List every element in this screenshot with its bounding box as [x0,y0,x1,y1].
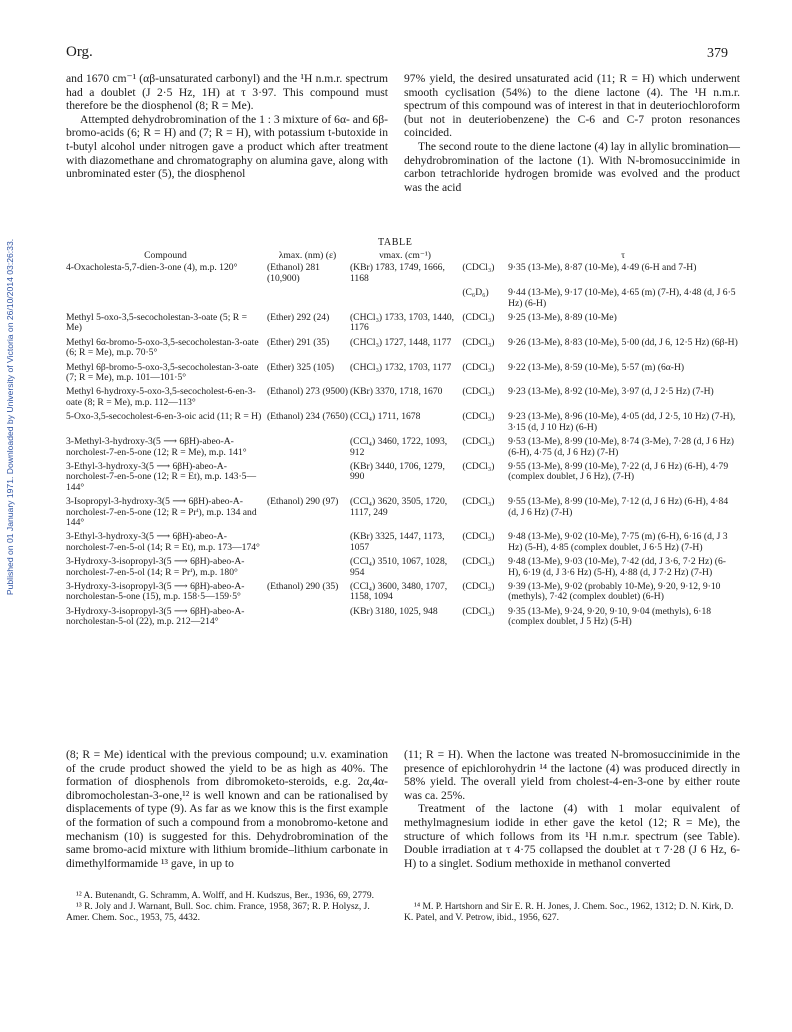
footnotes-left [66,891,388,923]
footnote: ¹² A. Butenandt, G. Schramm, A. Wolff, and H. Kudszus, Ber., 1936, 69, 2779. [76,891,375,901]
cell-nmr-solvent: (CDCl₃) [462,496,495,508]
cell-nmr-tau: 9·23 (13-Me), 8·92 (10-Me), 3·97 (d, J 2·5 Hz) (7-H) [508,386,714,398]
cell-ir-bands: (KBr) 3325, 1447, 1173, 1057 [349,531,445,553]
cell-nmr-tau: 9·23 (13-Me), 8·96 (10-Me), 4·05 (dd, J 2·5, 10 Hz) (7-H), 3·15 (d, J 10 Hz) (6-H) [508,411,736,433]
paragraph: 97% yield, the desired unsaturated acid (11; R = H) which underwent smooth cyclisation (54%) to the diene lactone (4). The ¹H n.m.r. spectrum of this compound was of interest in that in deuteriochloroform (but not in deuteriobenzene) the C-6 and C-7 proton resonances coincided. [404,72,740,140]
table-row [66,582,740,607]
table-row [66,387,740,412]
cell-uv-absorption: (Ethanol) 273 (9500) [266,386,348,398]
cell-nmr-solvent: (CDCl₃) [462,312,495,324]
bottom-left-column [66,748,388,870]
cell-uv-absorption: (Ether) 291 (35) [266,336,330,348]
cell-nmr-solvent: (CDCl₃) [462,460,495,472]
cell-ir-bands: (CCl₄) 1711, 1678 [349,411,421,423]
cell-uv-absorption: (Ether) 325 (105) [266,361,335,373]
footnotes-right [404,902,740,924]
column-header-nmr: τ [621,250,625,261]
cell-uv-absorption [267,437,350,462]
table-row [66,288,740,313]
table-row [66,363,740,388]
cell-compound: 5-Oxo-3,5-secocholest-6-en-3-oic acid (11; R = H) [66,411,262,423]
cell-ir-bands: (CCl₄) 3600, 3480, 1707, 1158, 1094 [349,580,448,603]
paragraph: (11; R = H). When the lactone was treated N-bromosuccinimide in the presence of epichlorohydrin ¹⁴ the lactone (4) was produced directly in 58% yield. The overall yield from cholest-4-en-3-one by either route was ca. 25%. [404,748,740,802]
cell-nmr-tau: 9·53 (13-Me), 8·99 (10-Me), 8·74 (3-Me), 7·28 (d, J 6 Hz) (6-H), 4·75 (d, J 6 Hz) (7-H) [508,436,734,458]
column-header-ir: νmax. (cm⁻¹) [379,250,431,261]
table-row [66,263,740,288]
cell-nmr-solvent: (CDCl₃) [462,262,495,274]
cell-ir-bands: (CHCl₃) 1733, 1703, 1440, 1176 [349,312,455,334]
cell-ir-bands: (KBr) 3440, 1706, 1279, 990 [349,460,445,483]
table-row [66,607,740,632]
cell-nmr-solvent: (CDCl₃) [462,605,495,617]
cell-ir-bands [350,288,462,313]
cell-nmr-tau: 9·55 (13-Me), 8·99 (10-Me), 7·22 (d, J 6 Hz) (6-H), 4·79 (complex doublet, J 6 Hz), (7-H) [508,460,729,483]
cell-nmr-solvent: (CDCl₃) [462,556,495,568]
paragraph: Attempted dehydrobromination of the 1 : 3 mixture of 6α- and 6β-bromo-acids (6; R = H) and (7; R = H), with potassium t-butoxide in t-butyl alcohol under nitrogen gave a product which after treatment with diazomethane and chromatography on alumina gave, along with unbrominated ester (5), the diosphenol [66,112,388,181]
footnote: ¹⁴ M. P. Hartshorn and Sir E. R. H. Jones, J. Chem. Soc., 1962, 1312; D. N. Kirk, D. K. Patel, and V. Petrow, ibid., 1956, 627. [404,902,734,923]
paragraph: Treatment of the lactone (4) with 1 molar equivalent of methylmagnesium iodide in ether gave the ketol (12; R = Me), the structure of which follows from its ¹H n.m.r. spectrum (see Table). Double irradiation at τ 4·75 collapsed the doublet at τ 7·28 (J 6 Hz, 6-H) to a singlet. Sodium methoxide in methanol converted [404,802,740,870]
cell-ir-bands: (CCl₄) 3620, 3505, 1720, 1117, 249 [349,496,448,518]
cell-nmr-tau: 9·26 (13-Me), 8·83 (10-Me), 5·00 (dd, J 6, 12·5 Hz) (6β-H) [508,336,738,348]
cell-uv-absorption [267,288,350,313]
cell-uv-absorption: (Ethanol) 290 (35) [266,580,339,592]
cell-nmr-solvent: (CDCl₃) [462,361,495,373]
table-row [66,412,740,437]
column-header-uv: λmax. (nm) (ε) [278,250,337,261]
top-left-column [66,72,388,181]
cell-compound: 3-Methyl-3-hydroxy-3(5 ⟶ 6βH)-abeo-A-norcholest-7-en-5-one (12; R = Me), m.p. 141° [66,436,247,458]
cell-nmr-solvent: (C₆D₆) [462,287,489,299]
cell-uv-absorption [267,532,350,557]
cell-uv-absorption: (Ethanol) 290 (97) [266,496,339,508]
cell-compound: Methyl 6α-bromo-5-oxo-3,5-secocholestan-3-oate (6; R = Me), m.p. 70·5° [66,336,259,359]
cell-nmr-solvent: (CDCl₃) [462,411,495,423]
cell-uv-absorption [267,607,350,632]
cell-ir-bands: (CCl₄) 3510, 1067, 1028, 954 [349,556,448,578]
table-body [66,263,740,631]
cell-nmr-solvent: (CDCl₃) [462,386,495,398]
cell-compound: 3-Ethyl-3-hydroxy-3(5 ⟶ 6βH)-abeo-A-norcholest-7-en-5-one (12; R = Et), m.p. 143·5—144° [66,460,257,493]
cell-compound: 3-Hydroxy-3-isopropyl-3(5 ⟶ 6βH)-abeo-A-norcholestan-5-one (15), m.p. 158·5—159·5° [66,580,245,603]
cell-uv-absorption [267,557,350,582]
cell-compound: Methyl 5-oxo-3,5-secocholestan-3-oate (5; R = Me) [66,312,247,334]
cell-nmr-tau: 9·35 (13-Me), 8·87 (10-Me), 4·49 (6-H and 7-H) [508,262,697,274]
download-watermark-text: Published on 01 January 1971. Downloaded by University of Victoria on 26/10/2014 03:26:33. [5,238,15,596]
cell-compound: 4-Oxacholesta-5,7-dien-3-one (4), m.p. 120° [66,262,238,274]
cell-uv-absorption: (Ethanol) 234 (7650) [266,411,348,423]
cell-nmr-tau: 9·44 (13-Me), 9·17 (10-Me), 4·65 (m) (7-H), 4·48 (d, J 6·5 Hz) (6-H) [508,287,736,309]
paragraph: (8; R = Me) identical with the previous compound; u.v. examination of the crude product showed the yield to be as high as 40%. The formation of diosphenols from dibromoketo-steroids, e.g. 2α,4α-dibromocholestan-3-one,¹² is well known and can be rationalised by displacements of type (9). As far as we know this is the first example of the formation of such a compound from a monobromo-ketone and mechanism (10) is suggested for this. Dehydrobromination of the same bromo-acid mixture with lithium bromide–lithium carbonate in dimethylformamide ¹³ gave, in up to [66,748,388,870]
cell-compound: Methyl 6-hydroxy-5-oxo-3,5-secocholest-6-en-3-oate (8; R = Me), m.p. 112—113° [66,386,256,408]
footnote: ¹³ R. Joly and J. Warnant, Bull. Soc. chim. France, 1958, 367; R. P. Holysz, J. Amer. Chem. Soc., 1953, 75, 4432. [66,901,370,923]
table-caption: TABLE [378,237,413,248]
cell-nmr-tau: 9·35 (13-Me), 9·24, 9·20, 9·10, 9·04 (methyls), 6·18 (complex doublet, J 5 Hz) (5-H) [508,605,712,628]
cell-compound: 3-Hydroxy-3-isopropyl-3(5 ⟶ 6βH)-abeo-A-norcholest-7-en-5-ol (14; R = Prⁱ), m.p. 180° [66,556,245,578]
cell-ir-bands: (KBr) 1783, 1749, 1666, 1168 [349,262,445,284]
cell-compound: 3-Hydroxy-3-isopropyl-3(5 ⟶ 6βH)-abeo-A-norcholestan-5-ol (22), m.p. 212—214° [66,605,245,628]
cell-nmr-tau: 9·25 (13-Me), 8·89 (10-Me) [508,312,617,324]
table-row [66,557,740,582]
cell-uv-absorption: (Ethanol) 281 (10,900) [266,262,320,284]
bottom-right-column [404,748,740,870]
cell-ir-bands: (CCl₄) 3460, 1722, 1093, 912 [349,436,448,458]
table-row [66,313,740,338]
table-row [66,338,740,363]
paragraph: The second route to the diene lactone (4) lay in allylic bromination—dehydrobromination of the lactone (1). With N-bromosuccinimide in carbon tetrachloride hydrogen bromide was evolved and the product was the acid [404,139,740,194]
cell-ir-bands: (KBr) 3370, 1718, 1670 [349,386,443,398]
cell-nmr-solvent: (CDCl₃) [462,531,495,543]
cell-ir-bands: (CHCl₃) 1727, 1448, 1177 [349,336,452,348]
table-row [66,462,740,497]
cell-nmr-tau: 9·39 (13-Me), 9·02 (probably 10-Me), 9·20, 9·12, 9·10 (methyls), 7·42 (complex doublet) (6-H) [508,580,721,603]
table-row [66,437,740,462]
download-watermark [3,214,17,620]
page-number: 379 [707,46,728,61]
paragraph: and 1670 cm⁻¹ (αβ-unsaturated carbonyl) and the ¹H n.m.r. spectrum had a doublet (J 2·5 Hz, 1H) at τ 3·97. This compound must therefore be the diosphenol (8; R = Me). [66,72,388,113]
cell-compound [66,288,267,313]
cell-nmr-solvent: (CDCl₃) [462,336,495,348]
table-row [66,532,740,557]
cell-uv-absorption: (Ether) 292 (24) [266,312,330,324]
cell-nmr-solvent: (CDCl₃) [462,580,495,592]
cell-nmr-tau: 9·48 (13-Me), 9·03 (10-Me), 7·42 (dd, J 3·6, 7·2 Hz) (6-H), 6·19 (d, J 3·6 Hz) (5-H), 4·88 (d, J 7·2 Hz) (7-H) [508,556,726,578]
cell-nmr-tau: 9·48 (13-Me), 9·02 (10-Me), 7·75 (m) (6-H), 6·16 (d, J 3 Hz) (5-H), 4·85 (complex doublet, J 6·5 Hz) (7-H) [508,531,728,553]
cell-compound: 3-Ethyl-3-hydroxy-3(5 ⟶ 6βH)-abeo-A-norcholest-7-en-5-ol (14; R = Et), m.p. 173—174° [66,531,260,553]
cell-ir-bands: (KBr) 3180, 1025, 948 [349,605,438,617]
column-header-compound: Compound [144,250,187,261]
cell-compound: 3-Isopropyl-3-hydroxy-3(5 ⟶ 6βH)-abeo-A-norcholest-7-en-5-one (12; R = Prⁱ), m.p. 134 and 144° [66,496,257,528]
cell-nmr-tau: 9·55 (13-Me), 8·99 (10-Me), 7·12 (d, J 6 Hz) (6-H), 4·84 (d, J 6 Hz) (7-H) [508,496,729,518]
journal-section: Org. [66,44,93,60]
cell-compound: Methyl 6β-bromo-5-oxo-3,5-secocholestan-3-oate (7; R = Me), m.p. 101—101·5° [66,361,259,384]
cell-nmr-solvent: (CDCl₃) [462,436,495,448]
cell-ir-bands: (CHCl₃) 1732, 1703, 1177 [349,361,452,373]
cell-uv-absorption [267,462,350,497]
spectral-data-table [66,251,740,632]
cell-nmr-tau: 9·22 (13-Me), 8·59 (10-Me), 5·57 (m) (6α-H) [508,361,685,373]
top-right-column [404,72,740,194]
table-row [66,497,740,532]
